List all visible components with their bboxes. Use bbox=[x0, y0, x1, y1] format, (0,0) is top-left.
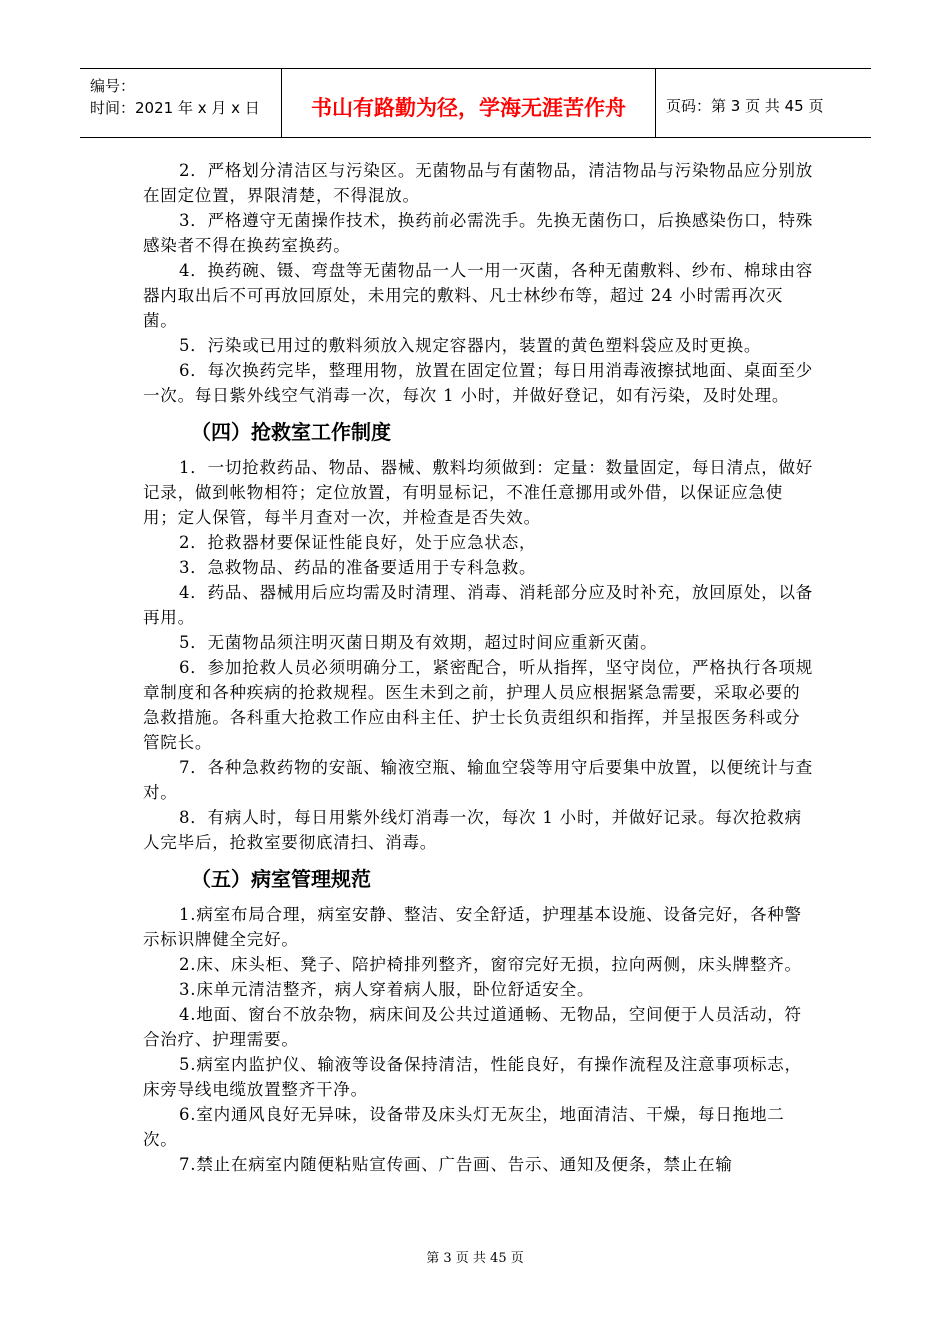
paragraph: 3．急救物品、药品的准备要适用于专科急救。 bbox=[179, 558, 537, 577]
paragraph: 1.病室布局合理，病室安静、整洁、安全舒适，护理基本设施、设备完好，各种警示标识牌健全完好。 bbox=[143, 905, 802, 949]
page-header bbox=[80, 68, 871, 138]
paragraph: 3.床单元清洁整齐，病人穿着病人服，卧位舒适安全。 bbox=[179, 980, 595, 999]
header-meta bbox=[80, 69, 282, 137]
paragraph: 7.禁止在病室内随便粘贴宣传画、广告画、告示、通知及便条，禁止在输 bbox=[179, 1155, 733, 1174]
paragraph: 6．参加抢救人员必须明确分工，紧密配合，听从指挥，坚守岗位，严格执行各项规章制度和各种疾病的抢救规程。医生未到之前，护理人员应根据紧急需要，采取必要的急救措施。各科重大抢救工作应由科主任、护士长负责组织和指挥，并呈报医务科或分管院长。 bbox=[143, 658, 814, 752]
paragraph: 4．药品、器械用后应均需及时清理、消毒、消耗部分应及时补充，放回原处，以备再用。 bbox=[143, 583, 814, 627]
paragraph: 2.床、床头柜、凳子、陪护椅排列整齐，窗帘完好无损，拉向两侧，床头牌整齐。 bbox=[179, 955, 802, 974]
paragraph: 3．严格遵守无菌操作技术，换药前必需洗手。先换无菌伤口，后换感染伤口，特殊感染者不得在换药室换药。 bbox=[143, 211, 814, 255]
document-number-label: 编号： bbox=[90, 77, 136, 95]
header-page-info: 页码：第 3 页 共 45 页 bbox=[666, 96, 824, 115]
paragraph: 5．污染或已用过的敷料须放入规定容器内，装置的黄色塑料袋应及时更换。 bbox=[179, 336, 762, 355]
header-motto: 书山有路勤为径，学海无涯苦作舟 bbox=[282, 69, 656, 137]
paragraph: 4.地面、窗台不放杂物，病床间及公共过道通畅、无物品，空间便于人员活动，符合治疗、护理需要。 bbox=[143, 1005, 802, 1049]
section-heading: （五）病室管理规范 bbox=[191, 867, 371, 891]
paragraph: 5．无菌物品须注明灭菌日期及有效期，超过时间应重新灭菌。 bbox=[179, 633, 658, 652]
page-footer: 第 3 页 共 45 页 bbox=[426, 1251, 524, 1266]
section-heading: （四）抢救室工作制度 bbox=[191, 420, 391, 444]
paragraph: 4．换药碗、镊、弯盘等无菌物品一人一用一灭菌，各种无菌敷料、纱布、棉球由容器内取出后不可再放回原处，未用完的敷料、凡士林纱布等，超过 24 小时需再次灭菌。 bbox=[143, 261, 814, 330]
paragraph: 6.室内通风良好无异味，设备带及床头灯无灰尘，地面清洁、干燥，每日拖地二次。 bbox=[143, 1105, 785, 1149]
document-date: 时间：2021 年 x 月 x 日 bbox=[90, 99, 260, 117]
paragraph: 5.病室内监护仪、输液等设备保持清洁，性能良好，有操作流程及注意事项标志，床旁导线电缆放置整齐干净。 bbox=[143, 1055, 802, 1099]
paragraph: 6．每次换药完毕，整理用物，放置在固定位置；每日用消毒液擦拭地面、桌面至少一次。每日紫外线空气消毒一次，每次 1 小时，并做好登记，如有污染，及时处理。 bbox=[143, 361, 814, 405]
paragraph: 8．有病人时，每日用紫外线灯消毒一次，每次 1 小时，并做好记录。每次抢救病人完毕后，抢救室要彻底清扫、消毒。 bbox=[143, 808, 802, 852]
paragraph: 1．一切抢救药品、物品、器械、敷料均须做到：定量：数量固定，每日清点，做好记录，做到帐物相符；定位放置，有明显标记，不准任意挪用或外借，以保证应急使用；定人保管，每半月查对一次，并检查是否失效。 bbox=[143, 458, 814, 527]
paragraph: 7．各种急救药物的安瓿、输液空瓶、输血空袋等用守后要集中放置，以便统计与查对。 bbox=[143, 758, 814, 802]
paragraph: 2．抢救器材要保证性能良好，处于应急状态， bbox=[179, 533, 537, 552]
paragraph: 2．严格划分清洁区与污染区。无菌物品与有菌物品，清洁物品与污染物品应分别放在固定位置，界限清楚，不得混放。 bbox=[143, 161, 814, 205]
document-body bbox=[143, 158, 816, 1177]
